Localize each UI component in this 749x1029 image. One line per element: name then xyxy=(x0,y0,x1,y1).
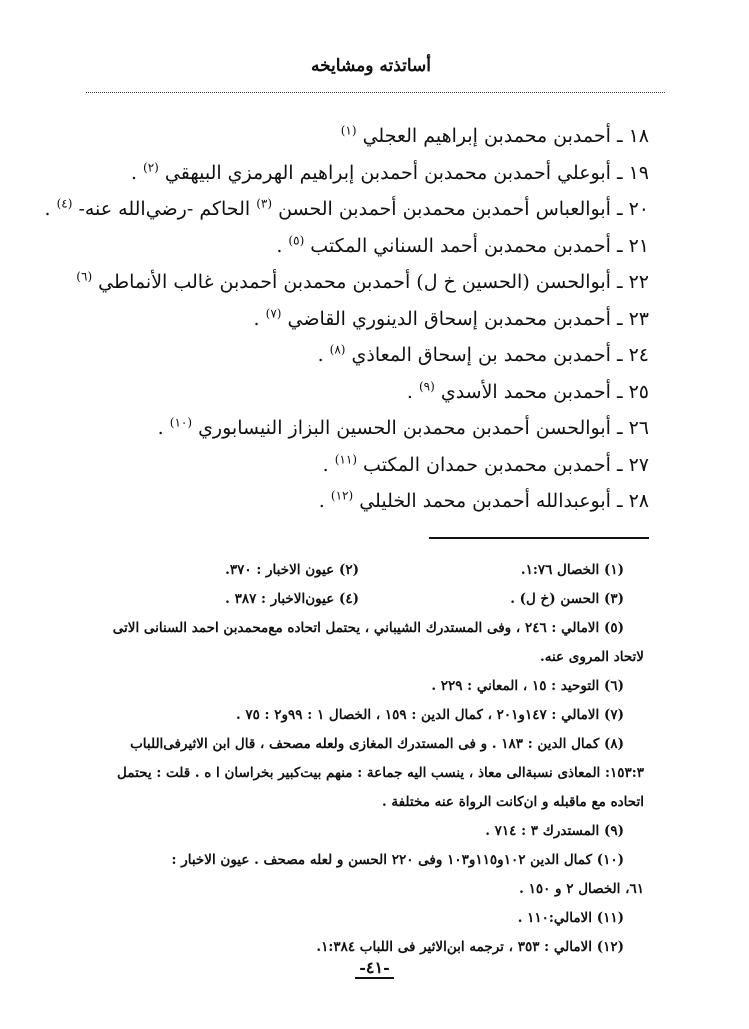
footnote-9: (٩) المستدرك ٣ : ٧١٤ . xyxy=(485,823,624,839)
footnote-ref: (٢) xyxy=(143,160,159,175)
footnote-7: (٧) الامالي : ١٤٧و٢٠١ ، كمال الدين : ١٥٩ ، الخصال ١ : ٩٩و٢ : ٧٥ . xyxy=(235,707,624,723)
list-item: ٢١ ـ أحمدبن محمدبن أحمد السناني المكتب $^{(٥)}$ . xyxy=(276,233,649,257)
list-item: ٢٠ ـ أبوالعباس أحمدبن محمدبن أحمدبن الحسن $^{(٣)}$ الحاكم -رضي‌الله عنه- $^{(٤)}$ . xyxy=(44,196,649,220)
entry-number: ١٩ xyxy=(628,161,649,184)
footnote-10-continued: ٦١، الخصال ٢ و ١٥٠ . xyxy=(519,881,644,897)
entry-text: أحمدبن محمدبن أحمد السناني المكتب xyxy=(310,234,611,257)
footnote-8-continued: اتحاده مع ماقبله و ان‌كانت الرواة عنه مختلفة . xyxy=(381,794,644,810)
footnote-1: (١) الخصال ١:٧٦. xyxy=(520,562,624,578)
footnote-ref: (٥) xyxy=(288,233,305,248)
footnote-8: (٨) كمال الدين : ١٨٣ . و فى المستدرك المغازى ولعله مصحف ، قال ابن الاثيرفى‌اللباب xyxy=(130,736,624,752)
entry-tail: . xyxy=(130,161,137,184)
footnote-2: (٢) عيون الاخبار : ٣٧٠. xyxy=(225,562,359,578)
footnote-4: (٤) عيون‌الاخبار : ٣٨٧ . xyxy=(225,591,359,607)
entry-tail: . xyxy=(317,344,324,366)
running-header: أساتذته ومشايخه xyxy=(310,56,431,76)
entry-text: أبوعلي أحمدبن محمدبن أحمدبن إبراهيم الهرمزي البيهقي xyxy=(164,161,611,184)
footnote-ref: (٨) xyxy=(329,342,346,357)
entry-text: أحمدبن محمد بن إسحاق المعاذي xyxy=(351,344,611,366)
list-item: ١٨ ـ أحمدبن محمدبن إبراهيم العجلي $^{(١)}$ xyxy=(340,123,649,147)
entry-number: ٢٦ xyxy=(628,417,649,439)
footnote-ref: (١١) xyxy=(334,452,357,467)
footnote-3: (٣) الحسن (خ ل) . xyxy=(510,591,624,607)
footnote-ref: (٤) xyxy=(56,196,73,211)
entry-text: أحمدبن محمدبن إسحاق الدينوري القاضي xyxy=(287,307,611,330)
footnote-ref: (١٢) xyxy=(330,488,354,503)
entry-tail: . xyxy=(276,234,283,257)
list-item: ٢٣ ـ أحمدبن محمدبن إسحاق الدينوري القاضي $^{(٧)}$ . xyxy=(253,306,649,330)
footnote-divider xyxy=(429,537,649,539)
footnote-5: (٥) الامالي : ٢٤٦ ، وفى المستدرك الشيباني ، يحتمل اتحاده مع‌محمدبن احمد السنانى الاتى xyxy=(112,620,624,636)
list-item: ٢٥ ـ أحمدبن محمد الأسدي $^{(٩)}$ . xyxy=(406,379,649,403)
entry-number: ٢٤ xyxy=(628,344,649,366)
footnote-8-continued: ١٥٣:٣: المعاذى نسبةالى معاذ ، ينسب اليه جماعة : منهم بيت‌كبير بخراسان ا ه . قلت : يحتمل xyxy=(117,765,644,781)
page-number: -٤١- xyxy=(355,958,393,979)
entry-tail: . xyxy=(44,198,51,220)
entry-number: ٢٢ xyxy=(628,271,649,293)
list-item: ٢٢ ـ أبوالحسن (الحسين خ ل) أحمدبن محمدبن أحمدبن غالب الأنماطي $^{(٦)}$ xyxy=(76,269,649,293)
entry-text: أبوالعباس أحمدبن محمدبن أحمدبن الحسن xyxy=(278,198,611,220)
list-item: ٢٤ ـ أحمدبن محمد بن إسحاق المعاذي $^{(٨)}$ . xyxy=(317,342,649,366)
list-item: ٢٨ ـ أبوعبدالله أحمدبن محمد الخليلي $^{(١٢)}$ . xyxy=(318,488,649,512)
footnote-ref: (٩) xyxy=(418,379,435,394)
footnote-11: (١١) الامالي:١١٠ . xyxy=(517,910,624,926)
entry-number: ٢٠ xyxy=(628,198,649,220)
footnote-row xyxy=(94,556,624,585)
entry-tail: . xyxy=(322,453,329,476)
entry-tail: . xyxy=(406,380,413,403)
entry-text: أحمدبن محمدبن حمدان المكتب xyxy=(363,453,611,476)
entry-tail: . xyxy=(157,417,164,439)
footnote-ref: (٦) xyxy=(76,269,93,284)
entry-tail: . xyxy=(253,307,260,330)
footnote-ref: (١) xyxy=(340,123,357,138)
entry-number: ٢٣ xyxy=(628,307,649,330)
footnote-row xyxy=(94,585,624,614)
footnote-ref: (٣) xyxy=(256,196,273,211)
entry-text: أبوالحسن (الحسين خ ل) أحمدبن محمدبن أحمدبن غالب الأنماطي xyxy=(98,271,611,293)
entry-text: أحمدبن محمدبن إبراهيم العجلي xyxy=(362,125,611,147)
entry-tail: . xyxy=(318,490,325,512)
entry-text: أبوعبدالله أحمدبن محمد الخليلي xyxy=(359,490,611,512)
page-number-block xyxy=(0,958,749,979)
entry-tail: الحاكم -رضي‌الله عنه- xyxy=(78,198,251,220)
footnote-10: (١٠) كمال الدين ١٠٢و١١٥و١٠٣ وفى ٢٢٠ الحسن و لعله مصحف . عيون الاخبار : xyxy=(171,852,624,868)
footnote-6: (٦) التوحيد : ١٥ ، المعاني : ٢٢٩ . xyxy=(431,678,624,694)
entry-number: ٢٥ xyxy=(628,380,649,403)
entry-number: ١٨ xyxy=(628,125,649,147)
entry-number: ٢٧ xyxy=(628,453,649,476)
list-item: ١٩ ـ أبوعلي أحمدبن محمدبن أحمدبن إبراهيم الهرمزي البيهقي $^{(٢)}$ . xyxy=(130,160,649,184)
list-item: ٢٧ ـ أحمدبن محمدبن حمدان المكتب $^{(١١)}$ . xyxy=(322,452,649,476)
footnote-5-continued: لاتحاد المروى عنه. xyxy=(540,649,644,665)
header-dotted-rule xyxy=(86,92,665,93)
teachers-list xyxy=(44,118,649,520)
entry-text: أبوالحسن أحمدبن محمدبن الحسين البزاز النيسابوري xyxy=(198,417,611,439)
footnote-ref: (٧) xyxy=(265,306,282,321)
entry-text: أحمدبن محمد الأسدي xyxy=(440,380,611,403)
entry-number: ٢٨ xyxy=(628,490,649,512)
footnote-12: (١٢) الامالي : ٣٥٣ ، ترجمه ابن‌الاثير فى اللباب ١:٣٨٤. xyxy=(316,939,624,955)
footnotes xyxy=(94,556,644,962)
list-item: ٢٦ ـ أبوالحسن أحمدبن محمدبن الحسين البزاز النيسابوري $^{(١٠)}$ . xyxy=(157,415,649,439)
entry-number: ٢١ xyxy=(628,234,649,257)
footnote-ref: (١٠) xyxy=(169,415,193,430)
